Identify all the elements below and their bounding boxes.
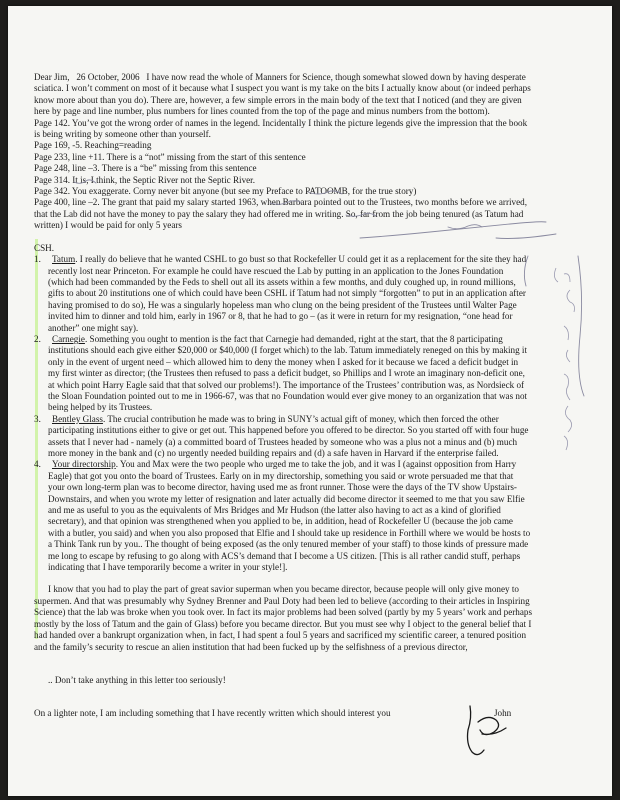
signoff-name: John (494, 708, 512, 719)
item-line: gifts to about 20 institutions one of which could have been CSHL if Tatum had not simply “forgotten” to put in an application after (48, 288, 526, 299)
item-title: Tatum (52, 254, 76, 265)
margin-note: not sure what to do about these (8, 6, 21, 7)
item-line: recently lost near Princeton. For example he could have rescued the Lab by putting in an application to the Jones Foundation (48, 265, 504, 276)
closing-line: and the family’s security to rescue an alien institution that had been fucked up by the selfishness of a previous director, (34, 641, 468, 652)
checkmark-icon (270, 201, 302, 205)
item-line: only in the event of urgent need – which allowed him to deny the money when I asked for it because we faced a deficit budget in (48, 356, 519, 367)
errata-line: Page 400, line –2. The grant that paid my salary started 1963, when Barbara pointed out to the Trustees, two months before we arrived, (34, 197, 527, 208)
item-text: . The crucial contribution he made was to bring in SUNY’s actual gift of money, which then forced the other (102, 413, 499, 424)
item-line: having promised to do so), He was a singularly hopeless man who clung on the being president of the Trustees until Walter Page (48, 299, 517, 310)
intro-text: I have now read the whole of Manners for Science, though somewhat slowed down by having desperate (146, 72, 526, 82)
item-line: indicating that I have temporarily become a writer in your style!]. (48, 562, 288, 573)
intro-line: know more about than you do). There are, however, a few simple errors in the main body of the text that I noticed (and they are given (34, 94, 522, 105)
errata-line: Page 248, line –3. There is a “be” missing from this sentence (34, 163, 257, 174)
item-line: another” one might say). (48, 322, 139, 333)
closing-line: Science) that the lab was broke when you took over. In fact its major problems had been solved (partly by my 5 years’ work and perhaps (34, 607, 533, 618)
closing-line: supermen. And that was presumably why Sydney Brenner and Paul Doty had been led to believe (according to their articles in Inspiring (34, 595, 530, 606)
errata-line: that the Lab did not have the money to pay the salary they had offered me in writing. So, far from the job being tenured (as Tatum had (34, 208, 524, 219)
postscript-line: .. Don’t take anything in this letter too seriously! (48, 674, 226, 685)
item-number: 4. (34, 459, 41, 470)
checkmark-icon (346, 213, 376, 216)
intro-line: Page 142. You’ve got the wrong order of names in the legend. Incidentally I think the picture legends give the impression that the book (34, 117, 528, 128)
letter-date: 26 October, 2006 (76, 72, 140, 82)
errata-line: Page 314. It is, I think, the Septic River not the Septic River. (34, 174, 255, 185)
item-line: Downstairs, and when you wrote my letter of resignation and later actually did become director it seemed to me that you saw Elfie (48, 493, 525, 504)
item-line: with a butler, you said) and when you also proposed that Elfie and I should take up residence in Forthill where we would be hosts to (48, 527, 531, 538)
item-line: participating institutions either to give or get out. This happened before you offered to be director. So you started off with four huge (48, 425, 529, 436)
checkmark-icon (308, 191, 342, 194)
item-text: . Something you ought to mention is the fact that Carnegie had demanded, right at the start, that the 8 participating (84, 333, 503, 344)
item-line: and me as useful to you as the equivalents of Mrs Bridges and Mr Hudson (the latter also having to act as a kind of glorified (48, 505, 501, 516)
item-line: (which had been commanded by the Feds to shell out all its assets within a few months, and duly coughed up, in round millions, (48, 276, 516, 287)
closing-line: I know that you had to play the part of great savior superman when you became director, because people will only give money to (48, 584, 519, 595)
errata-line: Page 169, -5. Reaching=reading (34, 140, 152, 151)
bracket-mark (524, 256, 528, 286)
item-title: Your directorship (52, 459, 116, 470)
underline-mark (496, 234, 556, 239)
item-line: being helped by its Trustees. (48, 402, 153, 413)
item-number: 2. (34, 333, 41, 344)
section-heading: CSH. (34, 242, 55, 253)
item-number: 1. (34, 254, 41, 265)
item-line: a Think Tank run by you.. The thought of being exposed (as the only tenured member of your staff) to those kinds of pressure made (48, 539, 529, 550)
closing-line: mostly by the loss of Tatum and the gain of Glass) before you became director. But you must see why I object to the general belief that I (34, 618, 532, 629)
intro-line: here by page and line number, plus numbers for lines counted from the top of the page and minus numbers from the bottom). (34, 106, 490, 117)
intro-line: is being writing by someone other than yourself. (34, 129, 211, 140)
item-text: . You and Max were the two people who urged me to take the job, and it was I (against opposition from Harry (115, 459, 517, 470)
item-line: me long to escape by refusing to go along with ACS’s demand that I become a US citizen. [This is all rather candid stuff, perhaps (48, 550, 521, 561)
errata-line: written) I would be paid for only 5 years (34, 220, 182, 231)
item-line: at which point Harry Eagle said that that solved our problems!). The importance of the Trustees’ contribution was, as Nordsieck of (48, 379, 525, 390)
bracket-mark (578, 256, 584, 396)
item-line: assets that I never had - namely (a) a committed board of Trustees headed by someone who was a plus not a minus and (b) much (48, 436, 518, 447)
item-text: . I really do believe that he wanted CSHL to go bust so that Rockefeller U could get it as a replacement for the site they had (75, 254, 527, 265)
closing-line: had handed over a bankrupt organization when, in fact, I had spent a foul 5 years and sacrificed my scientific career, a tenured position (34, 630, 527, 641)
item-title: Carnegie (52, 333, 85, 344)
item-line: your own long-term plan was to become director, having used me as front runner. Those were the days of the TV show Upstairs- (48, 482, 517, 493)
item-number: 3. (34, 413, 41, 424)
salutation: Dear Jim, (34, 72, 70, 82)
intro-line: sciatica. I won’t comment on most of it because what I suspect you want is my take on the bits I actually know about (or indeed perhaps (34, 83, 531, 94)
item-line: more money in the bank and (c) no urgently needed building repairs and (d) a safe haven in Harvard if the enterprise failed. (48, 448, 499, 458)
postscript-text: On a lighter note, I am including something that I have recently written which should interest you (34, 708, 391, 719)
item-title: Bentley Glass (52, 413, 103, 424)
item-line: invited him to dinner and told him, early in 1967 or 8, that he had to go – (as it were in return for my resignation, “one head for (48, 311, 513, 322)
handwritten-annotations (8, 6, 612, 796)
item-line: secretary), and that opinion was strengthened when you applied to be, in addition, head of Rockefeller U (because the job came (48, 516, 513, 527)
margin-note-scribble (554, 268, 574, 450)
letter-page (8, 6, 612, 796)
checkmark-icon (74, 180, 96, 183)
errata-line: Page 342. You exaggerate. Corny never bit anyone (but see my Preface to PATOOMB, for the true story) (34, 186, 417, 197)
item-line: institutions should each give either $20,000 or $40,000 (I forget which) to the lab. Tatum immediately reneged on this by making it (48, 345, 528, 356)
signature (468, 706, 507, 755)
item-line: Eagle) that got you onto the board of Trustees. Early on in my directorship, something you said or wrote persuaded me that that (48, 470, 514, 481)
item-line: the Sloan Foundation pointed out to me in 1966-67, was that no Foundation would ever give money to an organization that was not (48, 390, 528, 401)
underline-mark (360, 222, 546, 238)
errata-line: Page 233, line +11. There is a “not” missing from the start of this sentence (34, 151, 306, 162)
item-line: my first winter as director; (the Trustees then refused to pass a deficit budget, so Phillips and I wrote an imaginary non-deficit one, (48, 368, 525, 379)
